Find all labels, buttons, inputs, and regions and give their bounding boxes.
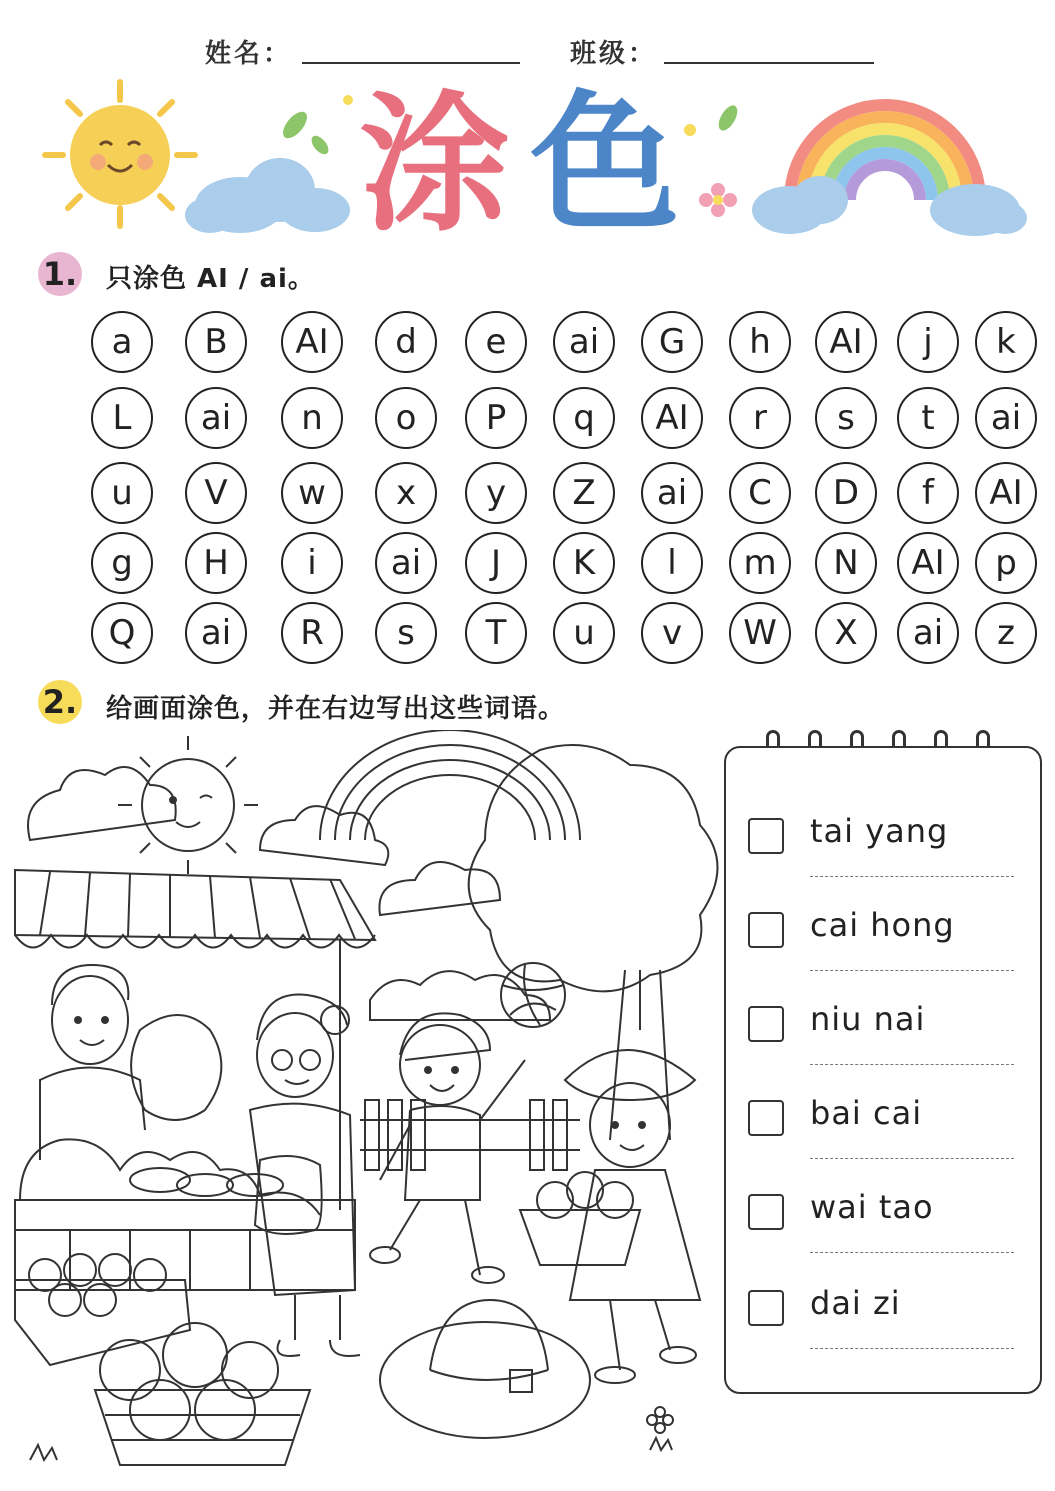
letter-circle[interactable]: ai — [185, 602, 247, 664]
letter-circle[interactable]: f — [897, 462, 959, 524]
letter-circle[interactable]: t — [897, 387, 959, 449]
letter-circle[interactable]: s — [815, 387, 877, 449]
letter-circle[interactable]: m — [729, 532, 791, 594]
word-pinyin: niu nai — [810, 1000, 926, 1038]
word-checkbox[interactable] — [748, 1006, 784, 1042]
title-char-tu: 涂 — [360, 78, 511, 252]
letter-circle[interactable]: j — [897, 311, 959, 373]
writing-line[interactable] — [810, 1064, 1014, 1065]
letter-circle[interactable]: K — [553, 532, 615, 594]
letter-circle[interactable]: G — [641, 311, 703, 373]
letter-circle[interactable]: AI — [281, 311, 343, 373]
writing-line[interactable] — [810, 1158, 1014, 1159]
word-pinyin: wai tao — [810, 1188, 934, 1226]
word-list-item — [748, 1094, 1018, 1190]
letter-circle[interactable]: o — [375, 387, 437, 449]
letter-circle[interactable]: AI — [815, 311, 877, 373]
letter-circle[interactable]: n — [281, 387, 343, 449]
flower-icon — [647, 1407, 673, 1433]
girl-icon — [565, 1050, 700, 1383]
letter-circle[interactable]: Q — [91, 602, 153, 664]
word-list-item — [748, 1284, 1018, 1380]
letter-circle[interactable]: Z — [553, 462, 615, 524]
letter-circle[interactable]: AI — [897, 532, 959, 594]
letter-circle[interactable]: l — [641, 532, 703, 594]
word-checkbox[interactable] — [748, 912, 784, 948]
letter-circle[interactable]: T — [465, 602, 527, 664]
letter-circle[interactable]: ai — [375, 532, 437, 594]
letter-circle[interactable]: AI — [975, 462, 1037, 524]
letter-circle[interactable]: D — [815, 462, 877, 524]
writing-line[interactable] — [810, 1348, 1014, 1349]
letter-circle[interactable]: x — [375, 462, 437, 524]
writing-line[interactable] — [810, 1252, 1014, 1253]
cloud-icon — [379, 862, 500, 915]
section1-badge: 1. — [38, 252, 82, 296]
cabbage-icon — [131, 1015, 221, 1120]
letter-circle[interactable]: q — [553, 387, 615, 449]
word-checkbox[interactable] — [748, 818, 784, 854]
sun-icon — [45, 82, 195, 226]
letter-circle[interactable]: p — [975, 532, 1037, 594]
letter-circle[interactable]: g — [91, 532, 153, 594]
writing-line[interactable] — [810, 876, 1014, 877]
boy-icon — [370, 1013, 525, 1283]
rainbow-icon — [320, 730, 580, 840]
letter-circle[interactable]: W — [729, 602, 791, 664]
header-illustration — [0, 60, 1055, 250]
letter-circle[interactable]: d — [375, 311, 437, 373]
name-label: 姓名： — [205, 39, 293, 69]
section1-instruction: 只涂色 AI / ai。 — [106, 264, 315, 294]
letter-circle[interactable]: X — [815, 602, 877, 664]
letter-circle[interactable]: ai — [553, 311, 615, 373]
section2-instruction: 给画面涂色，并在右边写出这些词语。 — [106, 694, 566, 724]
letter-circle[interactable]: u — [553, 602, 615, 664]
class-label: 班级： — [570, 39, 658, 69]
vegetables-icon — [20, 1139, 320, 1215]
letter-circle[interactable]: s — [375, 602, 437, 664]
letter-circle[interactable]: C — [729, 462, 791, 524]
letter-circle[interactable]: N — [815, 532, 877, 594]
letter-circle[interactable]: AI — [641, 387, 703, 449]
letter-circle[interactable]: k — [975, 311, 1037, 373]
letter-circle[interactable]: h — [729, 311, 791, 373]
letter-circle[interactable]: r — [729, 387, 791, 449]
word-list-item — [748, 1000, 1018, 1096]
tree-icon — [469, 745, 718, 1140]
writing-line[interactable] — [810, 970, 1014, 971]
letter-circle[interactable]: R — [281, 602, 343, 664]
letter-circle[interactable]: i — [281, 532, 343, 594]
word-list-item — [748, 812, 1018, 908]
word-checkbox[interactable] — [748, 1290, 784, 1326]
letter-circle[interactable]: a — [91, 311, 153, 373]
word-pinyin: bai cai — [810, 1094, 923, 1132]
word-pinyin: dai zi — [810, 1284, 901, 1322]
letter-circle[interactable]: y — [465, 462, 527, 524]
letter-circle[interactable]: u — [91, 462, 153, 524]
letter-circle[interactable]: ai — [641, 462, 703, 524]
straw-hat-icon — [380, 1300, 590, 1438]
letter-circle[interactable]: w — [281, 462, 343, 524]
word-list-item — [748, 906, 1018, 1002]
word-list-item — [748, 1188, 1018, 1284]
word-pinyin: cai hong — [810, 906, 955, 944]
sun-icon — [118, 736, 258, 874]
market-stall-icon — [15, 870, 375, 1290]
word-pinyin: tai yang — [810, 812, 949, 850]
letter-circle[interactable]: z — [975, 602, 1037, 664]
title-char-se: 色 — [530, 78, 681, 252]
section2-badge: 2. — [38, 680, 82, 724]
letter-circle[interactable]: P — [465, 387, 527, 449]
letter-circle[interactable]: V — [185, 462, 247, 524]
flower-icon — [699, 183, 737, 217]
cloud-icon — [185, 158, 350, 233]
word-checkbox[interactable] — [748, 1194, 784, 1230]
cloud-icon — [28, 767, 176, 840]
coloring-scene-illustration[interactable] — [10, 730, 720, 1485]
letter-circle[interactable]: B — [185, 311, 247, 373]
word-checkbox[interactable] — [748, 1100, 784, 1136]
letter-circle[interactable]: L — [91, 387, 153, 449]
letter-circle[interactable]: v — [641, 602, 703, 664]
letter-circle[interactable]: ai — [975, 387, 1037, 449]
letter-circle[interactable]: H — [185, 532, 247, 594]
vendor-man-icon — [40, 965, 145, 1160]
letter-circle[interactable]: ai — [185, 387, 247, 449]
letter-circle[interactable]: J — [465, 532, 527, 594]
letter-circle[interactable]: e — [465, 311, 527, 373]
letter-circle[interactable]: ai — [897, 602, 959, 664]
